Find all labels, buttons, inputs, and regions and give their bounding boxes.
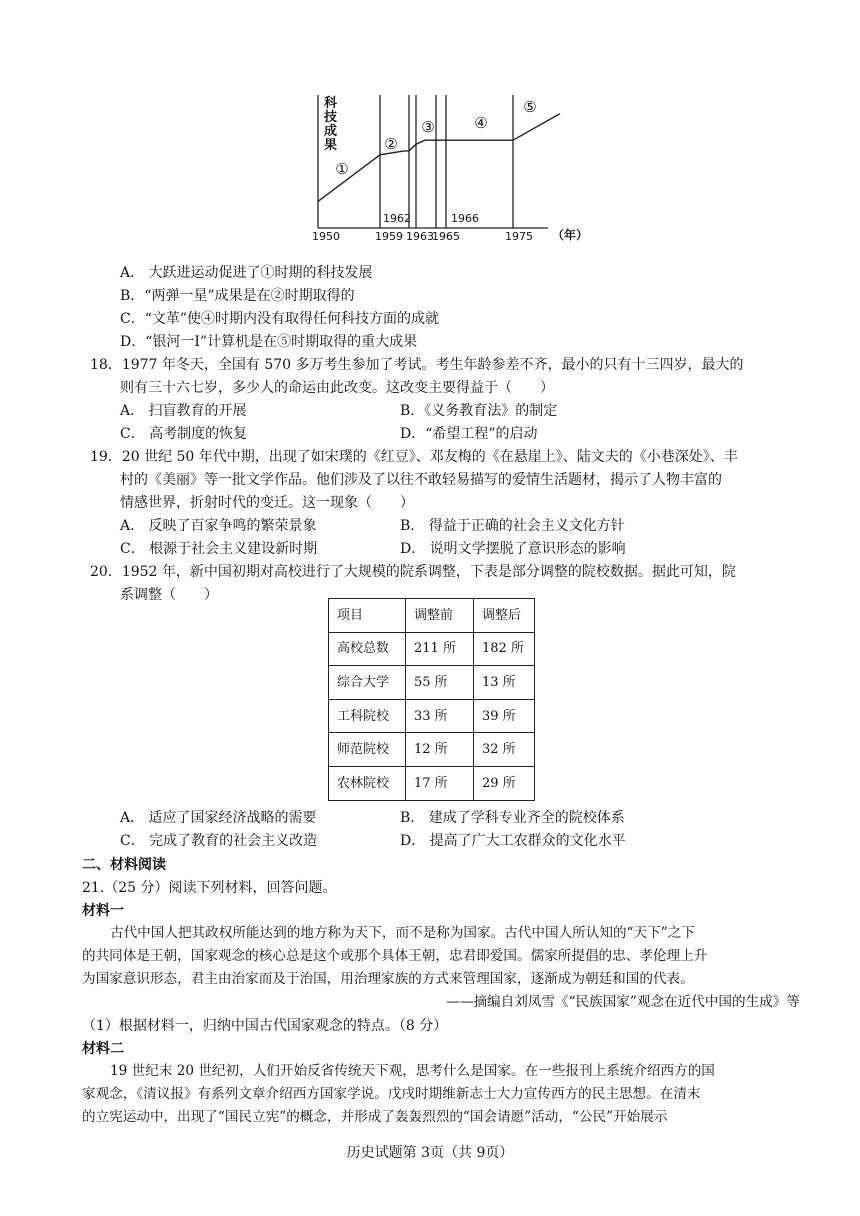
q20-stem-line1: 20．1952 年，新中国初期对高校进行了大规模的院系调整，下表是部分调整的院校数据。据此可知，院: [90, 564, 736, 580]
material-two-title: 材料二: [82, 1041, 124, 1057]
q18-option-c[interactable]: C． 高考制度的恢复: [120, 426, 248, 442]
q18-stem-line1: 18．1977 年冬天，全国有 570 多万考生参加了考试。考生年龄参差不齐，最小的只有十三四岁，最大的: [90, 357, 744, 373]
table-cell: 师范院校: [329, 733, 406, 767]
chart-y-axis-label: 科技成果: [324, 96, 338, 153]
chart-period-label: ②: [384, 135, 398, 153]
table-cell: 39 所: [474, 699, 535, 733]
q17-option-a[interactable]: A． 大跃进运动促进了①时期的科技发展: [120, 265, 373, 281]
table-cell: 32 所: [474, 733, 535, 767]
section-title: 二、材料阅读: [82, 857, 166, 873]
q20-option-a[interactable]: A． 适应了国家经济战略的需要: [120, 810, 317, 826]
q18-option-d[interactable]: D．“希望工程”的启动: [400, 426, 538, 442]
table-cell: 55 所: [406, 666, 474, 700]
q20-stem-line2: 系调整（ ）: [120, 587, 218, 603]
science-achievements-chart: [0, 0, 860, 260]
q18-option-b[interactable]: B．《义务教育法》的制定: [400, 403, 558, 419]
q20-option-c[interactable]: C． 完成了教育的社会主义改造: [120, 833, 318, 849]
table-cell: 12 所: [406, 733, 474, 767]
q18-option-a[interactable]: A． 扫盲教育的开展: [120, 403, 247, 419]
q20-data-table: [328, 598, 535, 801]
chart-inner-tick-label: 1966: [451, 212, 479, 225]
page-footer: 历史试题第 3页（共 9页）: [346, 1145, 514, 1161]
table-row: [329, 699, 535, 733]
material-one-source: ——摘编自刘凤雪《“民族国家”观念在近代中国的生成》等: [446, 994, 800, 1010]
table-header-cell: 调整后: [474, 599, 535, 633]
table-row: [329, 766, 535, 800]
chart-period-label: ③: [421, 118, 435, 136]
chart-x-tick-label: 1975: [505, 230, 533, 243]
material-two-line1: 19 世纪末 20 世纪初，人们开始反省传统天下观，思考什么是国家。在一些报刊上系统介绍西方的国: [110, 1063, 715, 1079]
table-cell: 33 所: [406, 699, 474, 733]
table-cell: 13 所: [474, 666, 535, 700]
table-row: [329, 632, 535, 666]
q19-stem-line1: 19．20 世纪 50 年代中期，出现了如宋璞的《红豆》、邓友梅的《在悬崖上》、陆文夫的《小巷深处》、丰: [90, 449, 738, 465]
chart-series-line: [318, 114, 560, 202]
table-cell: 17 所: [406, 766, 474, 800]
table-row: [329, 666, 535, 700]
table-header-cell: 调整前: [406, 599, 474, 633]
q17-option-b[interactable]: B．“两弹一星”成果是在②时期取得的: [120, 288, 355, 304]
q19-stem-line3: 情感世界，折射时代的变迁。这一现象（ ）: [120, 495, 414, 511]
q17-option-d[interactable]: D．“银河一Ⅰ”计算机是在⑤时期取得的重大成果: [120, 334, 418, 350]
table-cell: 农林院校: [329, 766, 406, 800]
material-one-title: 材料一: [82, 903, 124, 919]
chart-x-tick-label: 1959: [375, 230, 403, 243]
chart-x-tick-label: 1950: [312, 230, 340, 243]
q19-option-c[interactable]: C． 根源于社会主义建设新时期: [120, 541, 318, 557]
q20-option-b[interactable]: B． 建成了学科专业齐全的院校体系: [400, 810, 625, 826]
q19-option-a[interactable]: A． 反映了百家争鸣的繁荣景象: [120, 518, 317, 534]
table-cell: 综合大学: [329, 666, 406, 700]
q17-option-c[interactable]: C．“文革”使④时期内没有取得任何科技方面的成就: [120, 311, 440, 327]
material-two-line2: 家观念，《清议报》有系列文章介绍西方国家学说。戊戌时期维新志士大力宣传西方的民主思想。在清末: [82, 1086, 701, 1102]
chart-x-tick-label: 1965: [432, 230, 460, 243]
material-one-line2: 的共同体是王朝，国家观念的核心总是这个或那个具体王朝，忠君即爱国。儒家所提倡的忠、孝伦理上升: [82, 948, 708, 964]
table-cell: 211 所: [406, 632, 474, 666]
table-row: [329, 733, 535, 767]
q19-stem-line2: 村的《美丽》等一批文学作品。他们涉及了以往不敢轻易描写的爱情生活题材，揭示了人物丰富的: [120, 472, 722, 488]
material-two-line3: 的立宪运动中，出现了“国民立宪”的概念，并形成了轰轰烈烈的“国会请愿”活动，“公民”开始展示: [82, 1109, 668, 1125]
table-cell: 182 所: [474, 632, 535, 666]
chart-x-axis-unit: （年）: [552, 228, 589, 242]
chart-x-tick-label: 1963: [406, 230, 434, 243]
q19-option-b[interactable]: B． 得益于正确的社会主义文化方针: [400, 518, 625, 534]
chart-period-label: ⑤: [523, 98, 537, 116]
chart-period-label: ①: [335, 160, 349, 178]
table-header-cell: 项目: [329, 599, 406, 633]
table-cell: 29 所: [474, 766, 535, 800]
q18-stem-line2: 则有三十六七岁，多少人的命运由此改变。这改变主要得益于（ ）: [120, 380, 554, 396]
chart-period-label: ④: [474, 114, 488, 132]
table-cell: 高校总数: [329, 632, 406, 666]
q19-option-d[interactable]: D． 说明文学摆脱了意识形态的影响: [400, 541, 626, 557]
q21-sub-question-1: （1）根据材料一，归纳中国古代国家观念的特点。（8 分）: [82, 1018, 448, 1034]
chart-inner-tick-label: 1962: [383, 212, 411, 225]
material-one-line3: 为国家意识形态，君主由治家而及于治国，用治理家族的方式来管理国家，逐渐成为朝廷和国的代表。: [82, 971, 694, 987]
q20-option-d[interactable]: D． 提高了广大工农群众的文化水平: [400, 833, 626, 849]
table-cell: 工科院校: [329, 699, 406, 733]
q21-intro: 21.（25 分）阅读下列材料，回答问题。: [82, 880, 337, 896]
table-header-row: [329, 599, 535, 633]
material-one-line1: 古代中国人把其政权所能达到的地方称为天下，而不是称为国家。古代中国人所认知的“天下”之下: [110, 925, 695, 941]
